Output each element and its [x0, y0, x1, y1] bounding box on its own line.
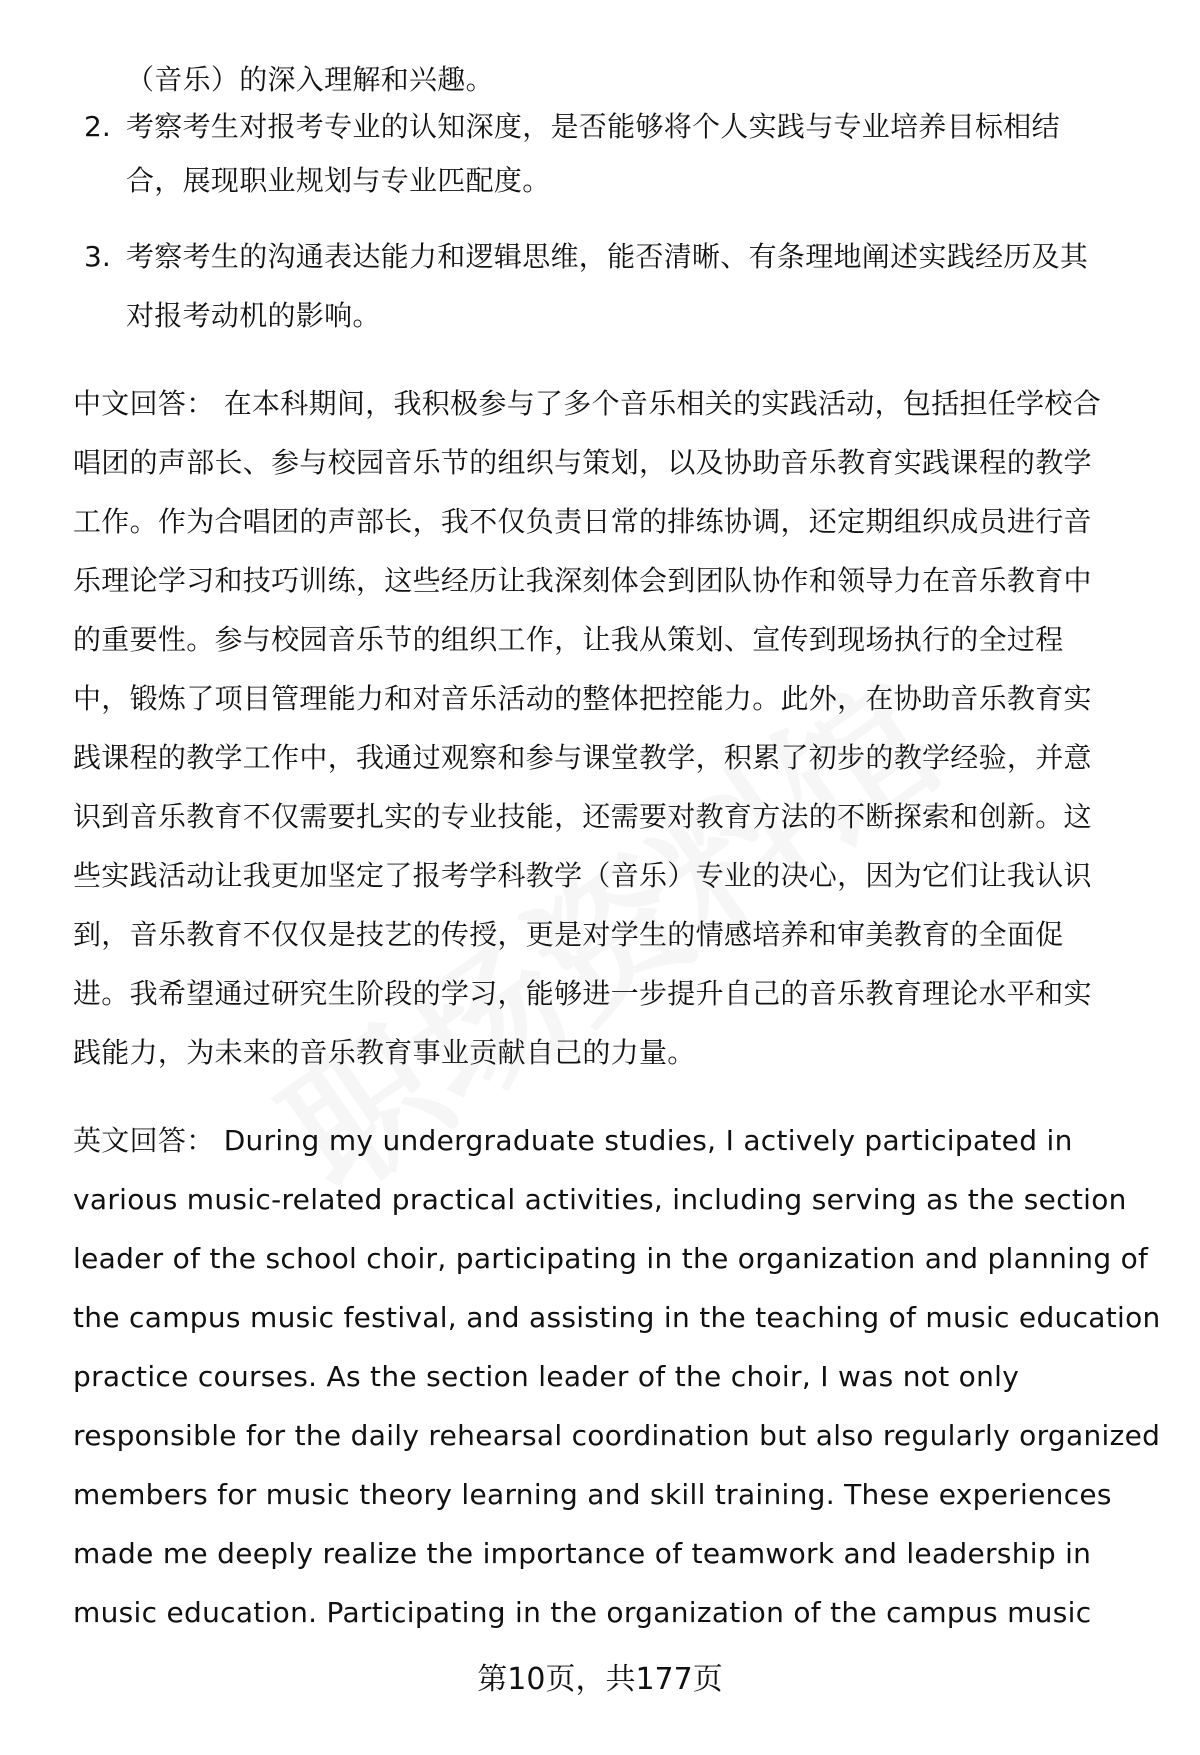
list-item-line: 考察考生对报考专业的认知深度，是否能够将个人实践与专业培养目标相结	[126, 110, 1060, 143]
paragraph-line: 中，锻炼了项目管理能力和对音乐活动的整体把控能力。此外，在协助音乐教育实	[73, 682, 1092, 715]
page-number: 第10页，共177页	[477, 1662, 723, 1697]
paragraph-line: music education. Participating in the organization of the campus music	[73, 1596, 1092, 1629]
paragraph-line: 进。我希望通过研究生阶段的学习，能够进一步提升自己的音乐教育理论水平和实	[73, 977, 1092, 1010]
paragraph-line: members for music theory learning and skill training. These experiences	[73, 1478, 1112, 1511]
paragraph-line: 的重要性。参与校园音乐节的组织工作，让我从策划、宣传到现场执行的全过程	[73, 623, 1064, 656]
paragraph-line: 到，音乐教育不仅仅是技艺的传授，更是对学生的情感培养和审美教育的全面促	[73, 918, 1064, 951]
paragraph-line: the campus music festival, and assisting in the teaching of music education	[73, 1301, 1161, 1334]
list-number: 2.	[84, 110, 111, 143]
paragraph-line: 践课程的教学工作中，我通过观察和参与课堂教学，积累了初步的教学经验，并意	[73, 741, 1092, 774]
paragraph-line: various music-related practical activities, including serving as the section	[73, 1183, 1127, 1216]
list-item-line: 考察考生的沟通表达能力和逻辑思维，能否清晰、有条理地阐述实践经历及其	[126, 240, 1089, 273]
list-number: 3.	[84, 240, 111, 273]
paragraph-line: 工作。作为合唱团的声部长，我不仅负责日常的排练协调，还定期组织成员进行音	[73, 505, 1092, 538]
paragraph-line: made me deeply realize the importance of teamwork and leadership in	[73, 1537, 1092, 1570]
paragraph-line: practice courses. As the section leader of the choir, I was not only	[73, 1360, 1020, 1393]
paragraph-line: 唱团的声部长、参与校园音乐节的组织与策划，以及协助音乐教育实践课程的教学	[73, 446, 1092, 479]
paragraph-line: 践能力，为未来的音乐教育事业贡献自己的力量。	[73, 1036, 696, 1069]
paragraph-line: 乐理论学习和技巧训练，这些经历让我深刻体会到团队协作和领导力在音乐教育中	[73, 564, 1092, 597]
paragraph-line: 些实践活动让我更加坚定了报考学科教学（音乐）专业的决心，因为它们让我认识	[73, 859, 1092, 892]
list-item-line: 合，展现职业规划与专业匹配度。	[126, 164, 551, 197]
paragraph-line: 英文回答： During my undergraduate studies, I actively participated in	[73, 1124, 1073, 1157]
paragraph-line: leader of the school choir, participating in the organization and planning of	[73, 1242, 1149, 1275]
list-item-line: 对报考动机的影响。	[126, 299, 381, 332]
paragraph-line: 识到音乐教育不仅需要扎实的专业技能，还需要对教育方法的不断探索和创新。这	[73, 800, 1092, 833]
paragraph-line: responsible for the daily rehearsal coordination but also regularly organized	[73, 1419, 1161, 1452]
paragraph-line: 中文回答： 在本科期间，我积极参与了多个音乐相关的实践活动，包括担任学校合	[73, 387, 1102, 420]
list-item-continuation: （音乐）的深入理解和兴趣。	[126, 63, 494, 96]
